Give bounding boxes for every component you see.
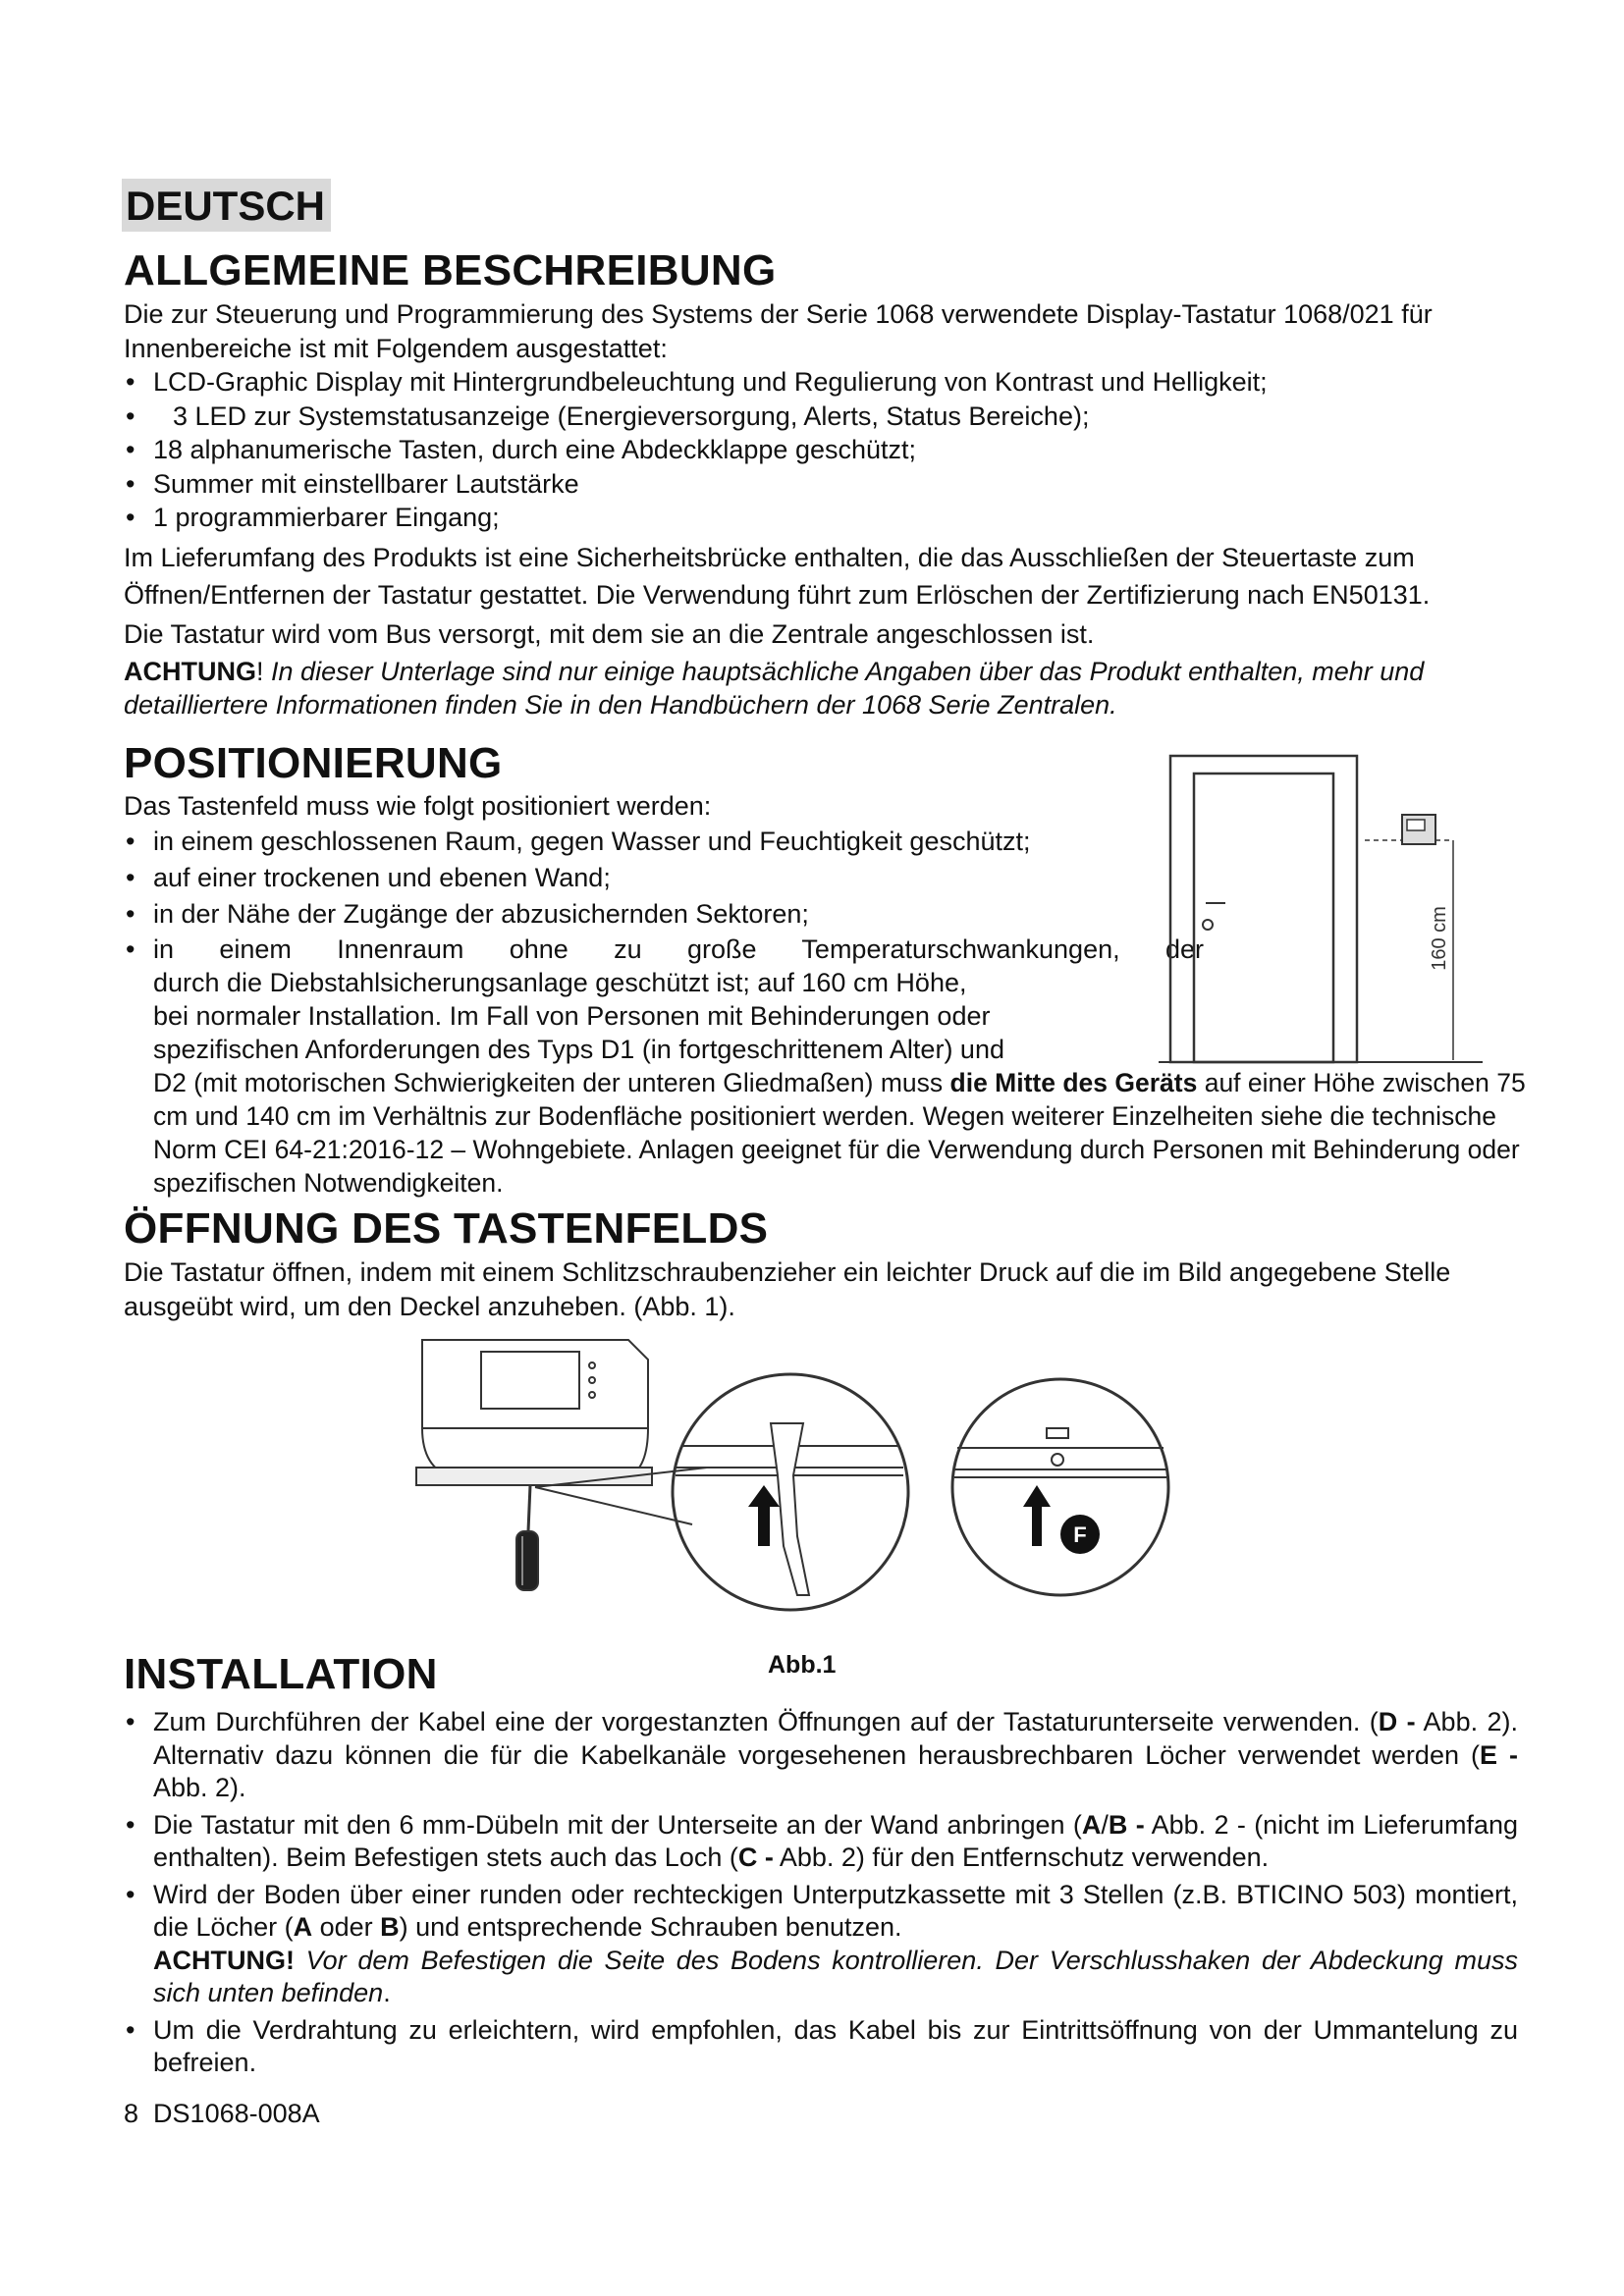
- ref-e: E -: [1479, 1739, 1518, 1770]
- opening-line-1: Die Tastatur öffnen, indem mit einem Schlitzschraubenzieher ein leichter Druck auf die im Bild angegebene Stelle: [124, 1257, 1451, 1287]
- bullet-emphasis: die Mitte des Geräts: [949, 1067, 1198, 1097]
- ref-a: A: [1081, 1809, 1102, 1840]
- warning-label: ACHTUNG!: [153, 1945, 295, 1975]
- text: Abb. 2).: [153, 1773, 246, 1802]
- marker-f-label: F: [1073, 1522, 1087, 1547]
- detail-circle-2: [952, 1379, 1168, 1595]
- text: /: [1101, 1809, 1109, 1840]
- list-item: [124, 1879, 1518, 2010]
- opening-heading: ÖFFNUNG DES TASTENFELDS: [124, 1204, 769, 1253]
- figure-caption: Abb.1: [768, 1651, 837, 1679]
- arrow-up-icon-f: [1023, 1485, 1100, 1554]
- warning-paragraph: [124, 655, 1538, 721]
- list-item: • 3 LED zur Systemstatusanzeige (Energieversorgung, Alerts, Status Bereiche);: [124, 400, 1547, 434]
- door-leaf: [1194, 774, 1333, 1062]
- general-intro: Die zur Steuerung und Programmierung des Systems der Serie 1068 verwendete Display-Tastatur 1068/021 für Innenbereiche ist mit Folgendem ausgestattet:: [124, 299, 1433, 363]
- opening-body: [124, 1255, 1587, 1323]
- list-item: • in einem geschlossenen Raum, gegen Wasser und Feuchtigkeit geschützt;: [124, 824, 1538, 860]
- text: Abb. 2 - (nicht im Lieferumfang enthalten). Beim Befestigen stets auch das Loch (: [153, 1809, 1518, 1872]
- list-item: • 18 alphanumerische Tasten, durch eine Abdeckklappe geschützt;: [124, 433, 1547, 467]
- list-item: • LCD-Graphic Display mit Hintergrundbeleuchtung und Regulierung von Kontrast und Helligkeit;: [124, 365, 1547, 400]
- screwdriver-icon: [516, 1531, 538, 1590]
- list-item: • auf einer trockenen und ebenen Wand;: [124, 860, 1538, 896]
- opening-figure: [412, 1330, 1198, 1644]
- keypad-body: [422, 1340, 648, 1428]
- text: Wird der Boden über einer runden oder rechteckigen Unterputzkassette mit 3 Stellen (z.B. BTICINO 503) montiert, die Löcher (: [153, 1879, 1518, 1942]
- general-description-body: [124, 297, 1547, 721]
- positioning-intro: Das Tastenfeld muss wie folgt positioniert werden:: [124, 791, 712, 821]
- warning-text: In dieser Unterlage sind nur einige hauptsächliche Angaben über das Produkt enthalten, mehr und detailliertere Informationen finden Sie in den Handbüchern der 1068 Serie Zentralen.: [124, 656, 1425, 720]
- page-footer: [124, 2099, 320, 2129]
- positioning-heading: POSITIONIERUNG: [124, 739, 503, 787]
- text: .: [383, 1978, 391, 2007]
- installation-heading: INSTALLATION: [124, 1650, 438, 1698]
- keypad-icon: [1402, 815, 1435, 844]
- text: Zum Durchführen der Kabel eine der vorgestanzten Öffnungen auf der Tastaturunterseite verwenden. (: [153, 1707, 1379, 1736]
- bullet-line: • in einem Innenraum ohne zu große Temperaturschwankungen, der: [153, 934, 1204, 964]
- list-item: • Summer mit einstellbarer Lautstärke: [124, 467, 1547, 502]
- ref-a: A: [293, 1912, 313, 1942]
- text: Abb. 2). Alternativ dazu können die für die Kabelkanäle vorgesehenen herausbrechbaren Löcher verwendet werden (: [153, 1707, 1518, 1770]
- warning-mark: !: [256, 656, 264, 686]
- bridge-paragraph: Im Lieferumfang des Produkts ist eine Sicherheitsbrücke enthalten, die das Ausschließen der Steuertaste zum Öffnen/Entfernen der Tastatur gestattet. Die Verwendung führt zum Erlöschen der Zertifizierung nach EN50131.: [124, 542, 1431, 610]
- language-label: DEUTSCH: [122, 179, 331, 232]
- ref-d: D -: [1378, 1707, 1416, 1736]
- bullet-text: D2 (mit motorischen Schwierigkeiten der unteren Gliedmaßen) muss: [153, 1067, 950, 1097]
- list-item: • 1 programmierbarer Eingang;: [124, 501, 1547, 535]
- arrow-up-icon: [748, 1485, 780, 1546]
- door-height-figure: [1159, 746, 1492, 1070]
- bus-paragraph: Die Tastatur wird vom Bus versorgt, mit dem sie an die Zentrale angeschlossen ist.: [124, 618, 1095, 649]
- text: Abb. 2) für den Entfernschutz verwenden.: [773, 1842, 1270, 1872]
- text: oder: [312, 1912, 381, 1942]
- installation-list: [124, 1706, 1518, 2080]
- height-label: 160 cm: [1429, 906, 1450, 971]
- opening-line-2: ausgeübt wird, um den Deckel anzuheben. (Abb. 1).: [124, 1291, 735, 1321]
- bullet-line: spezifischen Anforderungen des Typs D1 (in fortgeschrittenem Alter) und: [153, 1034, 1004, 1064]
- list-item: • in der Nähe der Zugänge der abzusichernden Sektoren;: [124, 896, 1538, 933]
- text: ) und entsprechende Schrauben benutzen.: [399, 1912, 902, 1942]
- document-code: DS1068-008A: [153, 2099, 320, 2128]
- list-item: [124, 1809, 1518, 1875]
- list-item: • Um die Verdrahtung zu erleichtern, wird empfohlen, das Kabel bis zur Eintrittsöffnung von der Ummantelung zu befreien.: [124, 2014, 1518, 2080]
- door-frame-outer: [1170, 756, 1357, 1062]
- bullet-text: auf einer Höhe zwischen 75 cm und 140 cm im Verhältnis zur Bodenfläche positioniert werden. Wegen weiterer Einzelheiten siehe die technische Norm CEI 64-21:2016-12 – Wohngebiete. Anlagen geeignet für die Verwendung durch Personen mit Behinderung oder spezifischen Notwendigkeiten.: [153, 1067, 1526, 1198]
- warning-text: Vor dem Befestigen die Seite des Bodens kontrollieren. Der Verschlusshaken der Abdeckung muss sich unten befinden: [153, 1945, 1518, 2007]
- text: Die Tastatur mit den 6 mm-Dübeln mit der Unterseite an der Wand anbringen (: [153, 1809, 1082, 1840]
- bullet-continuation: [153, 1066, 1538, 1200]
- page-number: 8: [124, 2099, 139, 2128]
- ref-b: B: [380, 1912, 400, 1942]
- ref-b: B -: [1108, 1809, 1145, 1840]
- bullet-line: durch die Diebstahlsicherungsanlage geschützt ist; auf 160 cm Höhe,: [153, 967, 967, 997]
- bullet-line: bei normaler Installation. Im Fall von Personen mit Behinderungen oder: [153, 1000, 991, 1031]
- warning-label: ACHTUNG: [124, 656, 256, 686]
- ref-c: C -: [737, 1842, 774, 1872]
- general-description-heading: ALLGEMEINE BESCHREIBUNG: [124, 246, 777, 294]
- installation-body: [124, 1706, 1518, 2080]
- feature-list: [124, 365, 1547, 535]
- list-item: [124, 1706, 1518, 1805]
